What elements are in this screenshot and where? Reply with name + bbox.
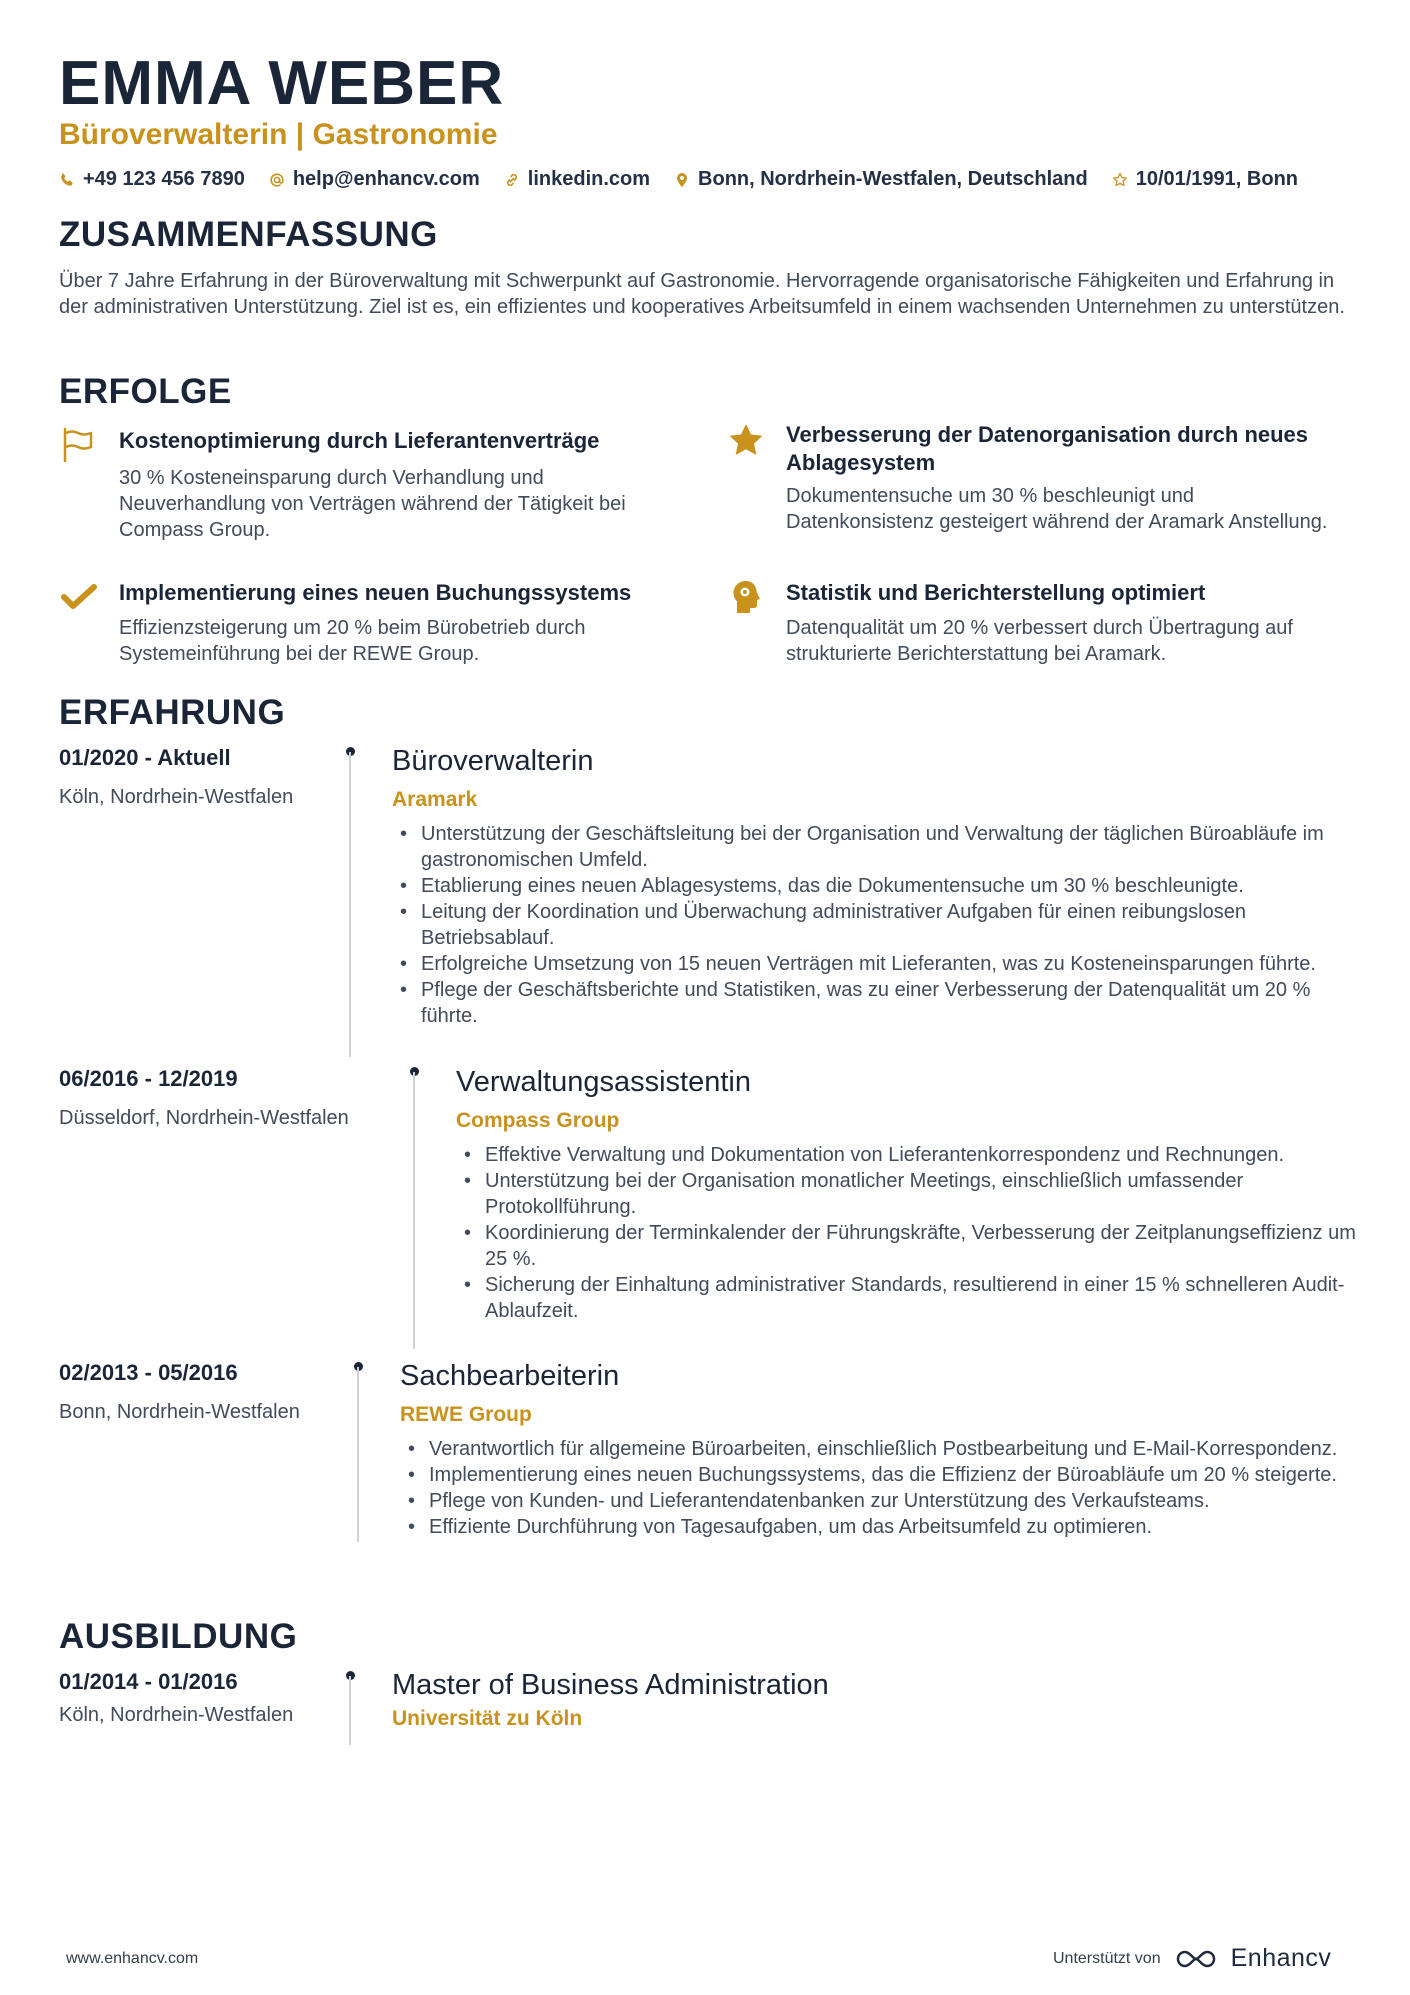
- job-bullets: [456, 1142, 1356, 1324]
- contact-birth: [1112, 168, 1298, 191]
- contact-linkedin-text: linkedin.com: [527, 168, 651, 190]
- enhancv-logo-icon: [1173, 1947, 1219, 1971]
- job-bullet: • Leitung der Koordination und Überwachung administrativer Aufgaben für einen reibungslosen Betriebsablauf.: [392, 899, 1372, 951]
- contact-phone: [59, 168, 245, 191]
- job-bullet: • Pflege von Kunden- und Lieferantendatenbanken zur Unterstützung des Verkaufsteams.: [400, 1488, 1360, 1514]
- job-role: Büroverwalterin: [392, 745, 594, 777]
- footer-website[interactable]: www.enhancv.com: [66, 1950, 199, 1967]
- contact-location-text: Bonn, Nordrhein-Westfalen, Deutschland: [698, 168, 1088, 190]
- education-heading: AUSBILDUNG: [59, 1617, 298, 1656]
- achievement-title: Statistik und Berichterstellung optimiert: [786, 580, 1206, 605]
- contact-bar: [59, 168, 1298, 191]
- education-school: Universität zu Köln: [392, 1707, 583, 1730]
- candidate-title: Büroverwalterin | Gastronomie: [59, 118, 498, 151]
- job-bullet: • Effektive Verwaltung und Dokumentation von Lieferantenkorrespondenz und Rechnungen.: [456, 1142, 1356, 1168]
- job-bullet: • Unterstützung der Geschäftsleitung bei der Organisation und Verwaltung der täglichen Büroabläufe im gastronomischen Umfeld.: [392, 821, 1372, 873]
- timeline-line: [349, 752, 351, 1057]
- timeline-line: [413, 1072, 415, 1349]
- timeline-line: [349, 1676, 351, 1745]
- job-bullet: • Sicherung der Einhaltung administrativer Standards, resultierend in einer 15 % schnelleren Audit-Ablaufzeit.: [456, 1272, 1356, 1324]
- education-date: 01/2014 - 01/2016: [59, 1669, 238, 1694]
- experience-heading: ERFAHRUNG: [59, 693, 286, 732]
- job-bullet: • Erfolgreiche Umsetzung von 15 neuen Verträgen mit Lieferanten, was zu Kosteneinsparungen führte.: [392, 951, 1372, 977]
- summary-heading: ZUSAMMENFASSUNG: [59, 215, 438, 254]
- at-icon: [269, 172, 285, 188]
- achievement-desc: 30 % Kosteneinsparung durch Verhandlung und Neuverhandlung von Verträgen während der Tätigkeit bei Compass Group.: [119, 467, 626, 541]
- flag-icon: [59, 425, 99, 465]
- job-company: Aramark: [392, 788, 478, 811]
- checkmark-icon: [59, 577, 99, 617]
- footer-branding: [1053, 1944, 1331, 1973]
- job-bullet: • Etablierung eines neuen Ablagesystems, das die Dokumentensuche um 30 % beschleunigte.: [392, 873, 1372, 899]
- job-location: Köln, Nordrhein-Westfalen: [59, 786, 294, 808]
- contact-phone-text: +49 123 456 7890: [83, 168, 245, 190]
- achievement-desc: Dokumentensuche um 30 % beschleunigt und Datenkonsistenz gesteigert während der Aramark Anstellung.: [786, 485, 1328, 533]
- job-location: Bonn, Nordrhein-Westfalen: [59, 1401, 300, 1423]
- contact-linkedin[interactable]: [504, 168, 650, 191]
- job-role: Verwaltungsassistentin: [456, 1066, 751, 1098]
- job-location: Düsseldorf, Nordrhein-Westfalen: [59, 1107, 349, 1129]
- star-icon: [726, 421, 766, 461]
- achievement-title: Kostenoptimierung durch Lieferantenverträge: [119, 428, 600, 453]
- footer-powered-by: Unterstützt von: [1053, 1949, 1161, 1967]
- job-date: 06/2016 - 12/2019: [59, 1066, 238, 1091]
- timeline-line: [357, 1367, 359, 1542]
- footer-brand: Enhancv: [1230, 1944, 1332, 1972]
- contact-email[interactable]: [269, 168, 480, 191]
- achievement-title: Implementierung eines neuen Buchungssystems: [119, 580, 632, 605]
- achievement-title: Verbesserung der Datenorganisation durch neues Ablagesystem: [786, 422, 1309, 475]
- job-bullet: • Implementierung eines neuen Buchungssystems, das die Effizienz der Büroabläufe um 20 % steigerte.: [400, 1462, 1360, 1488]
- job-bullet: • Verantwortlich für allgemeine Büroarbeiten, einschließlich Postbearbeitung und E-Mail-Korrespondenz.: [400, 1436, 1360, 1462]
- job-bullets: [392, 821, 1372, 1029]
- job-bullet: • Koordinierung der Terminkalender der Führungskräfte, Verbesserung der Zeitplanungseffizienz um 25 %.: [456, 1220, 1356, 1272]
- candidate-name: EMMA WEBER: [59, 49, 505, 118]
- education-location: Köln, Nordrhein-Westfalen: [59, 1704, 294, 1726]
- job-date: 02/2013 - 05/2016: [59, 1360, 238, 1385]
- summary-text: Über 7 Jahre Erfahrung in der Büroverwaltung mit Schwerpunkt auf Gastronomie. Hervorragende organisatorische Fähigkeiten und Erfahrung in der administrativen Unterstützung. Ziel ist es, ein effizientes und kooperatives Arbeitsumfeld in einem wachsenden Unternehmen zu unterstützen.: [59, 270, 1345, 318]
- phone-icon: [59, 172, 75, 188]
- job-bullet: • Pflege der Geschäftsberichte und Statistiken, was zu einer Verbesserung der Datenqualität um 20 % führte.: [392, 977, 1372, 1029]
- contact-location: [674, 168, 1088, 191]
- contact-email-text: help@enhancv.com: [292, 168, 480, 190]
- job-company: Compass Group: [456, 1109, 620, 1132]
- job-bullet: • Effiziente Durchführung von Tagesaufgaben, um das Arbeitsumfeld zu optimieren.: [400, 1514, 1360, 1540]
- star-icon: [1112, 172, 1128, 188]
- education-degree: Master of Business Administration: [392, 1669, 829, 1701]
- achievement-desc: Datenqualität um 20 % verbessert durch Übertragung auf strukturierte Berichterstattung bei Aramark.: [786, 617, 1293, 665]
- head-brain-icon: [726, 577, 766, 617]
- job-company: REWE Group: [400, 1403, 532, 1426]
- job-bullets: [400, 1436, 1360, 1540]
- achievement-desc: Effizienzsteigerung um 20 % beim Bürobetrieb durch Systemeinführung bei der REWE Group.: [119, 617, 586, 665]
- job-role: Sachbearbeiterin: [400, 1360, 620, 1392]
- job-date: 01/2020 - Aktuell: [59, 745, 231, 770]
- location-icon: [674, 172, 690, 188]
- contact-birth-text: 10/01/1991, Bonn: [1135, 168, 1299, 190]
- job-bullet: • Unterstützung bei der Organisation monatlicher Meetings, einschließlich umfassender Protokollführung.: [456, 1168, 1356, 1220]
- link-icon: [504, 172, 520, 188]
- achievements-heading: ERFOLGE: [59, 372, 232, 411]
